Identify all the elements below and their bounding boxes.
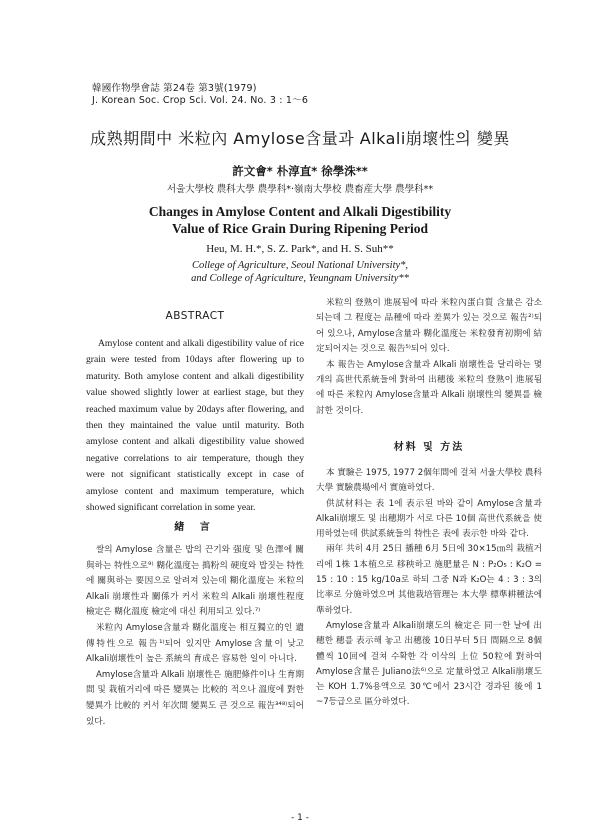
paper-title-english-line1: Changes in Amylose Content and Alkali Digestibility <box>148 204 452 219</box>
journal-citation-english: J. Korean Soc. Crop Sci. Vol. 24. No. 3 : 1～6 <box>92 95 309 106</box>
paper-title-english <box>0 203 600 237</box>
paper-title-english-line2: Value of Rice Grain During Ripening Period <box>171 221 428 236</box>
introduction-paragraph: 米粒의 登熟이 進展됨에 따라 米粒內蛋白質 含量은 감소되는데 그 程度는 品種에 따라 差異가 있는 것으로 報告²⁾되어 있으나, Amylose含量과 糊化溫度는 米粒發育初期에 結定되어지는 것으로 報告⁵⁾되어 있다. <box>316 298 542 355</box>
methods-paragraph: Amylose含量과 Alkali崩壞도의 檢定은 同一한 날에 出穗한 穗를 表示해 놓고 出穗後 10日부터 5日 間隔으로 8個體씩 10回에 걸쳐 수확한 각 이삭의 上位 50粒에 對하여 Amylose含量은 Juliano法⁶⁾으로 定量하였고 Alkali崩壞도는 KOH 1.7%용액으로 30℃에서 23시간 경과된 後에 1 ~7등급으로 區分하였다. <box>316 620 542 708</box>
introduction-paragraph: 쌀의 Amylose 含量은 밥의 끈기와 强度 및 色澤에 關與하는 特性으로⁹⁾ 糊化溫度는 搗粉의 硬度와 밥짓는 特性에 關與하는 要因으로 알려져 있는데 糊化溫度는 米粒의 Alkali 崩壞性과 關係가 커서 米粒의 Alkali 崩壞性程度 檢定은 糊化溫度 檢定에 대신 利用되고 있다.⁷⁾ <box>86 545 304 618</box>
journal-citation-korean: 韓國作物學會誌 第24卷 第3號(1979) <box>92 83 257 94</box>
introduction-paragraph: Amylose含量과 Alkali 崩壞性은 施肥條件이나 生育期間 및 栽植거리에 따른 變異는 比較的 적으나 溫度에 對한 變異가 比較的 커서 年次間 變異도 큰 것으로 報告³⁴⁸⁾되어 있다. <box>86 669 304 727</box>
authors-english: Heu, M. H.*, S. Z. Park*, and H. S. Suh** <box>206 243 394 255</box>
authors-korean: 許文會* 朴淳直* 徐學洙** <box>232 164 368 178</box>
methods-paragraph: 兩年 共히 4月 25日 播種 6月 5日에 30×15㎝의 栽植거리에 1株 1本植으로 移秧하고 施肥量은 N : P₂O₅ : K₂O = 15 : 10 : 15 kg/10a로 하되 그중 N과 K₂O는 4 : 3 : 3의 比率로 分施하였으며 其他栽培管理는 本大學 標準耕種法에 準하였다. <box>316 544 542 616</box>
affiliation-english-line2: and College of Agriculture, Yeungnam University** <box>191 273 409 284</box>
introduction-body <box>86 543 304 730</box>
introduction-continued <box>316 296 542 419</box>
abstract-heading: ABSTRACT <box>165 310 225 322</box>
methods-paragraph: 供試材料는 表 1에 表示된 바와 같이 Amylose含量과 Alkali崩壞도 및 出穗期가 서로 다른 10個 高世代系統을 使用하였는데 供試系統들의 特性은 表에 表示한 바와 같다. <box>316 498 542 540</box>
abstract-text: Amylose content and alkali digestibility value of rice grain were tested from 10days after flowering up to maturity. Both amylose content and alkali digestibility value showed slightly lower at earliest stage, but they reached maximum value by 20days after flowering, and then they maintained the value until maturity. Both amylose content and alkali digestibility value showed negative correlations to air temperature, though they were not significant statistically except in case of amylose content and maximum temperature, which showed significant correlation in some year. <box>86 338 304 514</box>
affiliations-korean: 서울大學校 農科大學 農學科*·嶺南大學校 農畜産大學 農學科** <box>166 184 434 195</box>
journal-citation <box>92 83 308 107</box>
abstract-body <box>86 336 304 516</box>
introduction-paragraph: 本 報告는 Amylose含量과 Alkali 崩壞性을 달리하는 몇개의 高世代系統들에 對하여 出穗後 米粒의 登熟이 進展됨에 따른 米粒內 Amylose含量과 Alkali 崩壞性의 變異를 檢討한 것이다. <box>316 359 542 416</box>
methods-paragraph: 本 實驗은 1975, 1977 2個年間에 걸쳐 서울大學校 農科大學 實驗農場에서 實施하였다. <box>316 468 542 494</box>
affiliations-english <box>0 259 600 285</box>
methods-heading: 材料 및 方法 <box>393 442 465 453</box>
page-number: - 1 - <box>291 813 309 823</box>
affiliation-english-line1: College of Agriculture, Seoul National University*, <box>191 260 409 271</box>
paper-title-korean: 成熟期間中 米粒內 Amylose含量과 Alkali崩壞性의 變異 <box>90 129 510 148</box>
methods-body <box>316 466 542 711</box>
introduction-heading: 緖 言 <box>174 522 216 533</box>
introduction-paragraph: 米粒內 Amylose含量과 糊化溫度는 相互獨立的인 遺傳特性으로 報告¹⁾되어 있지만 Amylose含量이 낮고 Alkali崩壞性이 높은 系統의 育成은 容易한 일이 아니다. <box>86 622 304 665</box>
